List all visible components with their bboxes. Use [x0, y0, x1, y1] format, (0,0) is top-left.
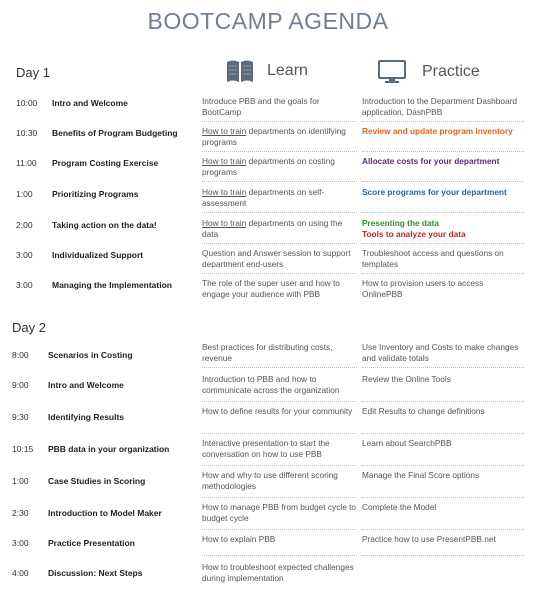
practice-cell: Edit Results to change definitions — [362, 404, 524, 434]
how-to-train-link[interactable]: How to train — [202, 126, 247, 136]
row-time: 1:00 — [16, 189, 33, 199]
learn-cell: How to define results for your community — [202, 404, 357, 434]
row-session: Intro and Welcome — [48, 380, 124, 390]
row-session: Scenarios in Costing — [48, 350, 133, 360]
practice-cell: Introduction to the Department Dashboard application, DashPBB — [362, 94, 524, 122]
learn-cell: How to train departments on identifying programs — [202, 124, 357, 152]
learn-header-label: Learn — [267, 62, 308, 79]
row-session: Case Studies in Scoring — [48, 476, 146, 486]
row-time: 10:00 — [16, 98, 38, 108]
practice-cell: How to provision users to access OnlinePBB — [362, 278, 484, 299]
practice-cell: Manage the Final Score options — [362, 468, 524, 498]
practice-cell: Review and update program inventory — [362, 124, 524, 152]
learn-cell: How to manage PBB from budget cycle to budget cycle — [202, 500, 357, 530]
row-time: 11:00 — [16, 158, 37, 168]
learn-cell: How to troubleshoot expected challenges during implementation — [202, 562, 354, 583]
row-time: 2:00 — [16, 220, 33, 230]
row-time: 10:30 — [16, 128, 38, 138]
row-session: Taking action on the data! — [52, 220, 157, 230]
row-time: 9:30 — [12, 412, 29, 422]
how-to-train-link[interactable]: How to train — [202, 187, 247, 197]
learn-cell: Question and Answer session to support department end-users — [202, 246, 357, 274]
row-session: Prioritizing Programs — [52, 189, 139, 199]
row-session: Program Costing Exercise — [52, 158, 159, 168]
learn-cell: How and why to use different scoring methodologies — [202, 468, 357, 498]
row-session: Intro and Welcome — [52, 98, 128, 108]
book-icon — [225, 58, 255, 84]
row-session: PBB data in your organization — [48, 444, 170, 454]
monitor-icon — [378, 60, 406, 84]
page-title: BOOTCAMP AGENDA — [147, 8, 389, 34]
practice-cell: Score programs for your department — [362, 185, 524, 213]
row-session: Introduction to Model Maker — [48, 508, 162, 518]
row-time: 9:00 — [12, 380, 29, 390]
learn-cell: How to train departments on using the data — [202, 216, 357, 244]
practice-cell: Complete the Model — [362, 500, 524, 530]
row-time: 4:00 — [12, 568, 29, 578]
practice-column-header — [378, 60, 480, 84]
row-session: Individualized Support — [52, 250, 144, 260]
row-time: 1:00 — [12, 476, 29, 486]
practice-cell — [362, 560, 524, 588]
day2-label: Day 2 — [12, 320, 46, 335]
practice-cell: Learn about SearchPBB — [362, 436, 524, 466]
learn-cell: Introduce PBB and the goals for BootCamp — [202, 94, 357, 122]
row-time: 2:30 — [12, 508, 29, 518]
learn-cell: Interactive presentation to start the conversation on how to use PBB — [202, 436, 357, 466]
row-session: Benefits of Program Budgeting — [52, 128, 178, 138]
learn-column-header — [225, 58, 308, 84]
learn-cell: How to train departments on self-assessment — [202, 185, 357, 213]
learn-cell: How to explain PBB — [202, 532, 357, 556]
row-session: Practice Presentation — [48, 538, 135, 548]
learn-cell: Introduction to PBB and how to communicate across the organization — [202, 372, 357, 402]
practice-cell: Practice how to use PresentPBB.net — [362, 532, 524, 556]
row-time: 3:00 — [16, 280, 33, 290]
row-session: Discussion: Next Steps — [48, 568, 143, 578]
practice-cell: Presenting the data Tools to analyze your data — [362, 216, 524, 244]
learn-cell: Best practices for distributing costs, revenue — [202, 340, 357, 368]
how-to-train-link[interactable]: How to train — [202, 156, 247, 166]
practice-cell: Review the Online Tools — [362, 372, 524, 402]
day1-label: Day 1 — [16, 65, 50, 80]
practice-cell: Use Inventory and Costs to make changes and validate totals — [362, 340, 524, 368]
row-time: 10:15 — [12, 444, 34, 454]
practice-header-label: Practice — [422, 63, 480, 80]
row-time: 3:00 — [12, 538, 29, 548]
learn-cell: The role of the super user and how to engage your audience with PBB — [202, 278, 340, 299]
row-session: Identifying Results — [48, 412, 125, 422]
learn-cell: How to train departments on costing programs — [202, 154, 357, 182]
practice-cell: Allocate costs for your department — [362, 154, 524, 182]
row-time: 8:00 — [12, 350, 29, 360]
how-to-train-link[interactable]: How to train — [202, 218, 247, 228]
row-session: Managing the Implementation — [52, 280, 172, 290]
row-time: 3:00 — [16, 250, 33, 260]
practice-cell: Troubleshoot access and questions on templates — [362, 246, 524, 274]
